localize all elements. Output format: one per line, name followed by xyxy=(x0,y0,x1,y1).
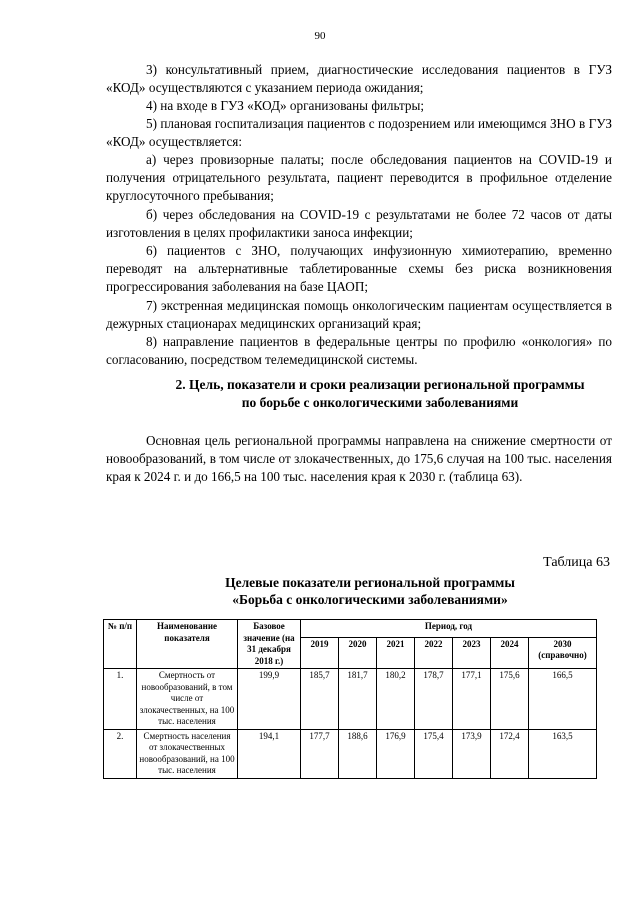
row-value: 177,1 xyxy=(453,669,491,730)
row-num: 2. xyxy=(104,729,137,778)
paragraph-6: 6) пациентов с ЗНО, получающих инфузионную химиотерапию, временно переводят на альтернативные таблетированные схемы без риска возникновения прогрессирования заболевания на базе ЦАОП; xyxy=(106,243,612,295)
row-value: 176,9 xyxy=(377,729,415,778)
paragraph-8: 8) направление пациентов в федеральные центры по профилю «онкология» по согласованию, посредством телемедицинской системы. xyxy=(106,334,612,368)
header-year: 2023 xyxy=(453,637,491,668)
row-value: 181,7 xyxy=(339,669,377,730)
row-base: 199,9 xyxy=(238,669,301,730)
table-label: Таблица 63 xyxy=(543,555,610,570)
row-value: 163,5 xyxy=(529,729,597,778)
paragraph-5: 5) плановая госпитализация пациентов с подозрением или имеющимся ЗНО в ГУЗ «КОД» осуществляется: xyxy=(106,116,612,150)
paragraph-5b: б) через обследования на COVID-19 с результатами не более 72 часов от даты изготовления в целях профилактики заноса инфекции; xyxy=(106,207,612,241)
table-title: Целевые показатели региональной программы «Борьба с онкологическими заболеваниями» xyxy=(225,575,515,607)
row-value: 173,9 xyxy=(453,729,491,778)
row-value: 185,7 xyxy=(301,669,339,730)
header-year: 2019 xyxy=(301,637,339,668)
header-name: Наименование показателя xyxy=(137,620,238,669)
header-year: 2021 xyxy=(377,637,415,668)
row-value: 177,7 xyxy=(301,729,339,778)
paragraph-5a: а) через провизорные палаты; после обследования пациентов на COVID-19 и получения отрицательного результата, пациент переводится в профильное отделение круглосуточного пребывания; xyxy=(106,152,612,204)
row-value: 175,6 xyxy=(491,669,529,730)
table-row xyxy=(104,729,597,778)
row-value: 188,6 xyxy=(339,729,377,778)
row-value: 180,2 xyxy=(377,669,415,730)
row-name: Смертность от новообразований, в том числе от злокачественных, на 100 тыс. населения xyxy=(137,669,238,730)
indicators-table xyxy=(103,619,597,779)
header-year: 2030 (справочно) xyxy=(529,637,597,668)
table-row xyxy=(104,669,597,730)
paragraph-4: 4) на входе в ГУЗ «КОД» организованы фильтры; xyxy=(146,98,425,113)
table-header-row xyxy=(104,620,597,638)
row-name: Смертность населения от злокачественных новообразований, на 100 тыс. населения xyxy=(137,729,238,778)
paragraph-7: 7) экстренная медицинская помощь онкологическим пациентам осуществляется в дежурных стационарах медицинских организаций края; xyxy=(106,298,612,332)
goal-paragraph: Основная цель региональной программы направлена на снижение смертности от новообразований, в том числе от злокачественных, до 175,6 случая на 100 тыс. населения края к 2024 г. и до 166,5 на 100 тыс. населения края к 2030 г. (таблица 63). xyxy=(106,433,612,485)
page-number: 90 xyxy=(314,30,326,42)
section-heading: 2. Цель, показатели и сроки реализации региональной программы по борьбе с онкологическими заболеваниями xyxy=(175,377,585,410)
header-num: № п/п xyxy=(104,620,137,669)
row-value: 175,4 xyxy=(415,729,453,778)
row-value: 172,4 xyxy=(491,729,529,778)
row-num: 1. xyxy=(104,669,137,730)
row-value: 178,7 xyxy=(415,669,453,730)
header-base: Базовое значение (на 31 декабря 2018 г.) xyxy=(238,620,301,669)
header-year: 2024 xyxy=(491,637,529,668)
row-base: 194,1 xyxy=(238,729,301,778)
header-year: 2020 xyxy=(339,637,377,668)
header-period: Период, год xyxy=(301,620,597,638)
row-value: 166,5 xyxy=(529,669,597,730)
header-year: 2022 xyxy=(415,637,453,668)
paragraph-3: 3) консультативный прием, диагностические исследования пациентов в ГУЗ «КОД» осуществляются с указанием периода ожидания; xyxy=(106,62,612,96)
